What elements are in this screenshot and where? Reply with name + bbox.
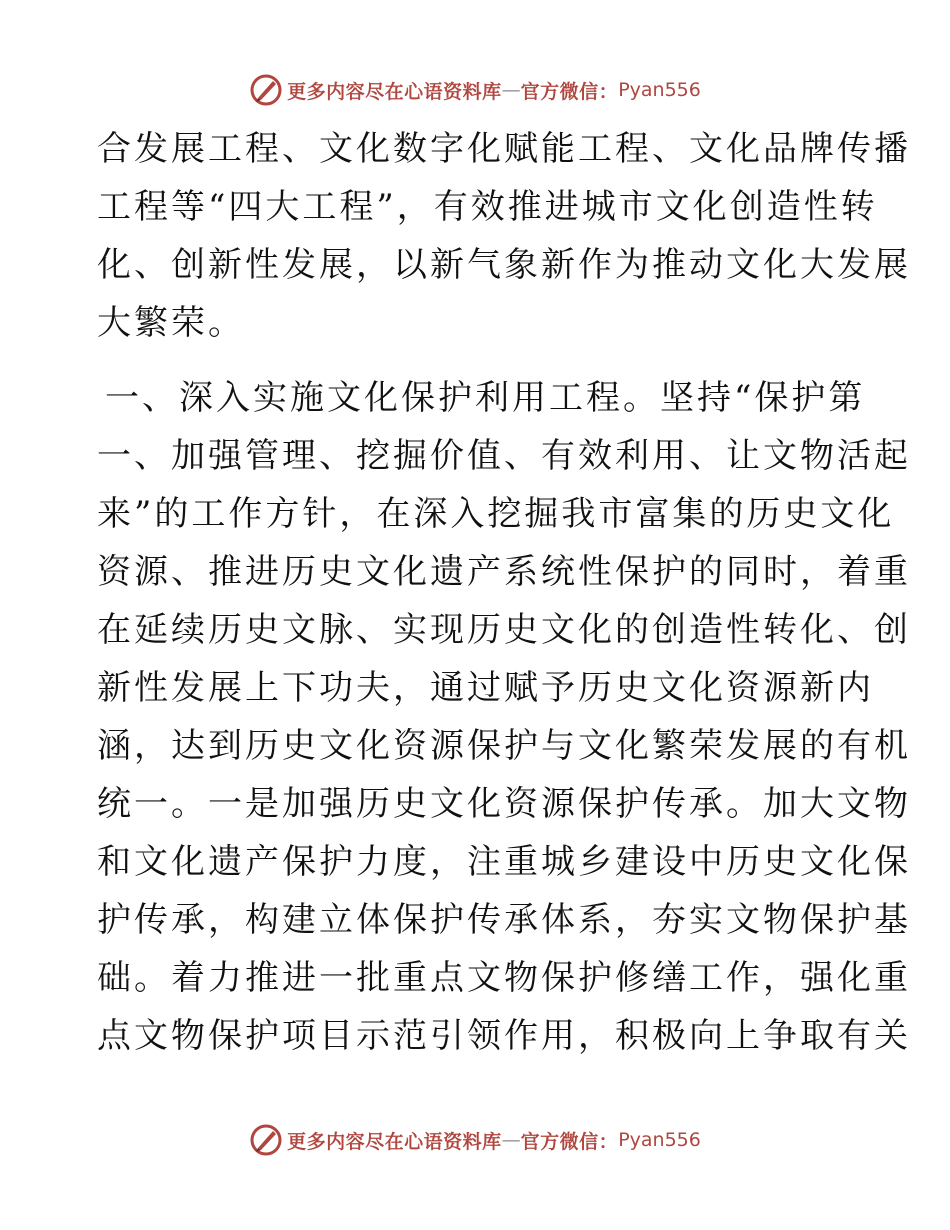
header-watermark: [0, 70, 950, 110]
text-line: 化、创新性发展，以新气象新作为推动文化大发展: [97, 245, 911, 285]
watermark-separator: —: [501, 1129, 521, 1151]
text-line: 来”的工作方针，在深入挖掘我市富集的历史文化: [97, 494, 895, 534]
text-line: 护传承，构建立体保护传承体系，夯实文物保护基: [97, 900, 911, 940]
text-line: 点文物保护项目示范引领作用，积极向上争取有关: [97, 1016, 911, 1056]
paragraph-2: [97, 369, 911, 1065]
text-line: 和文化遗产保护力度，注重城乡建设中历史文化保: [97, 842, 911, 882]
section-heading-line: 一、深入实施文化保护利用工程。坚持“保护第: [105, 378, 866, 418]
watermark-brand: 更多内容尽在心语资料库: [287, 80, 502, 103]
text-line: 一、加强管理、挖掘价值、有效利用、让文物活起: [97, 436, 911, 476]
watermark-brand: 更多内容尽在心语资料库: [287, 1130, 502, 1153]
watermark-separator: —: [501, 79, 521, 101]
watermark-wechat-id: Pyan556: [618, 1129, 701, 1151]
quill-logo-icon: [249, 73, 283, 107]
watermark-wechat-id: Pyan556: [618, 79, 701, 101]
text-line: 涵，达到历史文化资源保护与文化繁荣发展的有机: [97, 726, 911, 766]
quill-logo-icon: [249, 1123, 283, 1157]
text-line: 大繁荣。: [97, 303, 245, 343]
paragraph-1: [97, 120, 911, 352]
watermark-wechat-label: 官方微信：: [520, 80, 619, 103]
text-line: 在延续历史文脉、实现历史文化的创造性转化、创: [97, 610, 911, 650]
text-line: 统一。一是加强历史文化资源保护传承。加大文物: [97, 784, 911, 824]
watermark-wechat-label: 官方微信：: [520, 1130, 619, 1153]
text-line: 工程等“四大工程”，有效推进城市文化创造性转: [97, 187, 878, 227]
text-line: 础。着力推进一批重点文物保护修缮工作，强化重: [97, 958, 911, 998]
footer-watermark: [0, 1120, 950, 1160]
document-body: [97, 120, 911, 1065]
text-line: 新性发展上下功夫，通过赋予历史文化资源新内: [97, 668, 874, 708]
text-line: 资源、推进历史文化遗产系统性保护的同时，着重: [97, 552, 911, 592]
text-line: 合发展工程、文化数字化赋能工程、文化品牌传播: [97, 129, 911, 169]
paragraph-gap: [97, 352, 857, 369]
